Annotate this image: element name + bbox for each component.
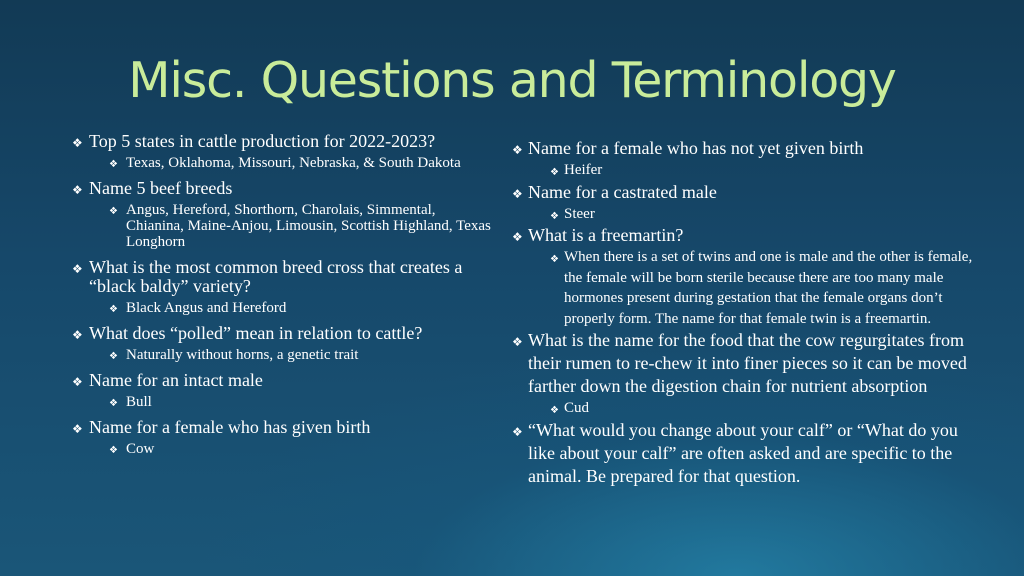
bullet-item (72, 418, 492, 437)
diamond-bullet-icon: ❖ (550, 405, 559, 416)
sub-bullet-item (72, 300, 492, 316)
bullet-text: When there is a set of twins and one is male and the other is female, the female will be born sterile because there are too many male hormones present during gestation that the female organs don’t properly form. The name for that female twin is a freemartin. (564, 249, 973, 327)
diamond-bullet-icon: ❖ (72, 136, 83, 150)
bullet-text: Heifer (564, 162, 603, 178)
sub-bullet-item (72, 155, 492, 171)
diamond-bullet-icon: ❖ (72, 328, 83, 342)
bullet-text: Steer (564, 205, 595, 222)
bullet-item (512, 329, 982, 398)
bullet-text: What is the name for the food that the cow regurgitates from their rumen to re-chew it into finer pieces so it can be moved farther down the digestion chain for nutrient absorption (528, 330, 967, 396)
diamond-bullet-icon: ❖ (72, 262, 83, 276)
diamond-bullet-icon: ❖ (109, 304, 118, 315)
bullet-item (512, 419, 982, 488)
left-column (72, 132, 492, 457)
bullet-text: What is a freemartin? (528, 225, 684, 245)
bullet-text: Texas, Oklahoma, Missouri, Nebraska, & South Dakota (126, 155, 461, 171)
diamond-bullet-icon: ❖ (109, 159, 118, 170)
sub-bullet-item (72, 202, 492, 250)
bullet-item (72, 324, 492, 343)
slide-title: Misc. Questions and Terminology (128, 52, 896, 109)
diamond-bullet-icon: ❖ (109, 398, 118, 409)
diamond-bullet-icon: ❖ (72, 422, 83, 436)
diamond-bullet-icon: ❖ (512, 335, 523, 349)
bullet-item (512, 137, 982, 160)
diamond-bullet-icon: ❖ (550, 167, 559, 178)
bullet-text: Name for a female who has given birth (89, 417, 371, 437)
sub-bullet-item (512, 160, 982, 181)
bullet-text: What is the most common breed cross that creates a “black baldy” variety? (89, 257, 463, 296)
bullet-text: Cow (126, 441, 155, 457)
bullet-text: Name for an intact male (89, 370, 263, 390)
sub-bullet-item (72, 347, 492, 363)
bullet-text: What does “polled” mean in relation to cattle? (89, 323, 423, 343)
bullet-item (72, 258, 492, 296)
bullet-text: Angus, Hereford, Shorthorn, Charolais, Simmental, Chianina, Maine-Anjou, Limousin, Scottish Highland, Texas Longhorn (126, 202, 491, 250)
diamond-bullet-icon: ❖ (512, 143, 523, 157)
sub-bullet-item (72, 441, 492, 457)
diamond-bullet-icon: ❖ (72, 375, 83, 389)
right-column (512, 137, 982, 488)
bullet-item (72, 132, 492, 151)
diamond-bullet-icon: ❖ (109, 445, 118, 456)
diamond-bullet-icon: ❖ (550, 254, 559, 265)
bullet-text: Name for a castrated male (528, 181, 717, 202)
diamond-bullet-icon: ❖ (512, 424, 523, 439)
bullet-text: “What would you change about your calf” or “What do you like about your calf” are often asked and are specific to the animal. Be prepared for that question. (528, 419, 958, 486)
bullet-item (512, 181, 982, 204)
bullet-item (72, 371, 492, 390)
bullet-text: Cud (564, 400, 590, 416)
bullet-item (72, 179, 492, 198)
sub-bullet-item (512, 247, 982, 329)
bullet-text: Naturally without horns, a genetic trait (126, 347, 359, 363)
bullet-text: Black Angus and Hereford (126, 300, 287, 316)
diamond-bullet-icon: ❖ (550, 210, 559, 222)
sub-bullet-item (512, 204, 982, 225)
sub-bullet-item (512, 398, 982, 419)
bullet-text: Bull (126, 394, 152, 410)
diamond-bullet-icon: ❖ (512, 230, 523, 244)
diamond-bullet-icon: ❖ (109, 351, 118, 362)
bullet-item (512, 224, 982, 247)
diamond-bullet-icon: ❖ (512, 186, 523, 201)
diamond-bullet-icon: ❖ (72, 183, 83, 197)
sub-bullet-item (72, 394, 492, 410)
diamond-bullet-icon: ❖ (109, 206, 118, 217)
bullet-text: Name for a female who has not yet given birth (528, 138, 864, 158)
bullet-text: Top 5 states in cattle production for 2022-2023? (89, 131, 436, 151)
bullet-text: Name 5 beef breeds (89, 178, 233, 198)
